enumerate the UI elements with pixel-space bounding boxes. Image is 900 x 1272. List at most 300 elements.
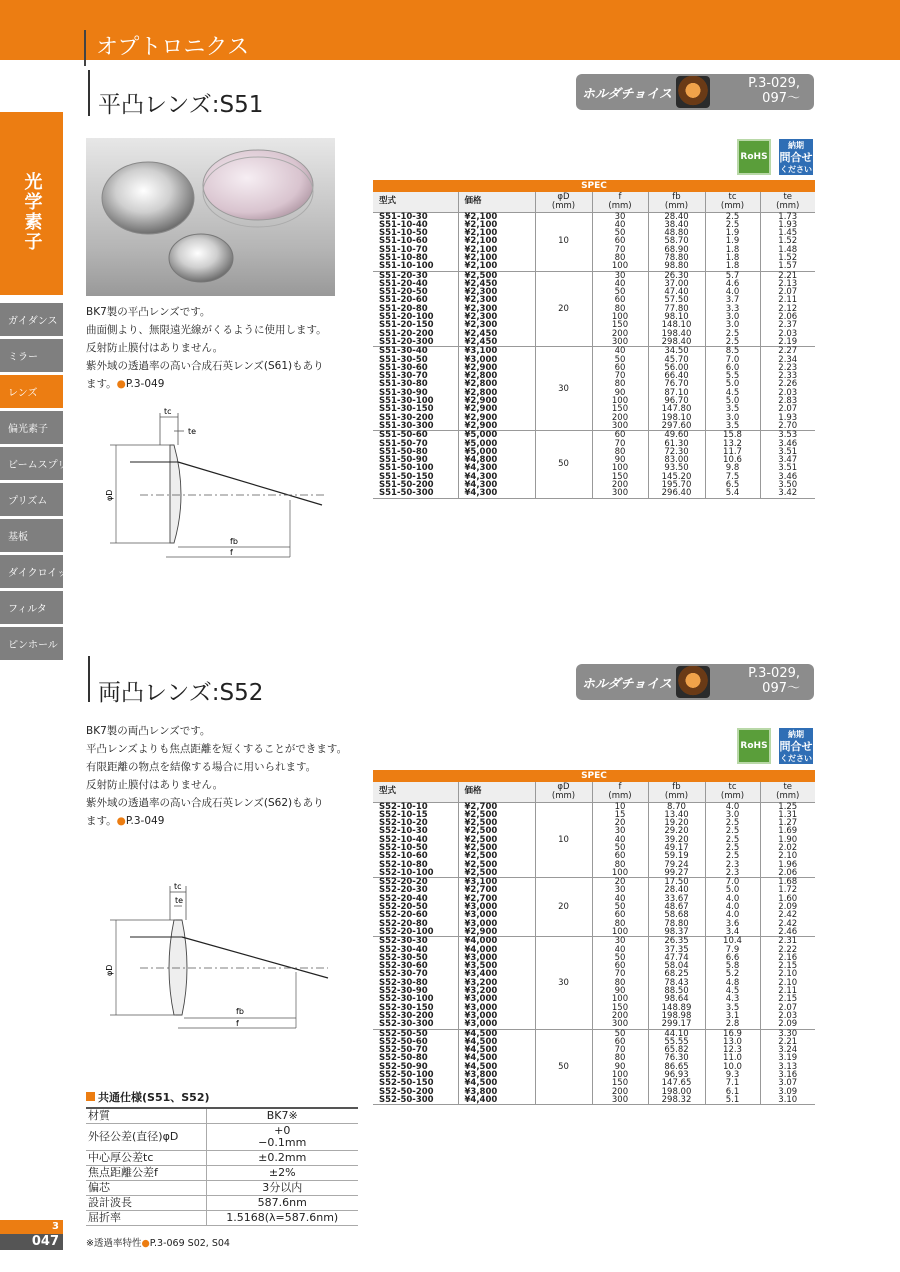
table-row bbox=[373, 405, 815, 413]
value-cell: 50 bbox=[592, 844, 648, 852]
value-cell: 40 bbox=[592, 895, 648, 903]
value-cell: 3.1 bbox=[705, 1012, 760, 1020]
value-cell: 148.10 bbox=[648, 321, 705, 329]
table-row bbox=[373, 288, 815, 296]
model-cell: S52-30-60 bbox=[379, 961, 428, 972]
col-model: 型式 bbox=[373, 782, 458, 802]
table-row bbox=[373, 911, 815, 919]
value-cell: 300 bbox=[592, 422, 648, 431]
value-cell: 1.27 bbox=[760, 819, 815, 827]
value-cell: 57.50 bbox=[648, 296, 705, 304]
diameter-cell: 10 bbox=[535, 802, 592, 878]
value-cell: 4.5 bbox=[705, 389, 760, 397]
price-cell: ¥2,500 bbox=[458, 811, 535, 819]
value-cell: 34.50 bbox=[648, 347, 705, 356]
price-cell: ¥2,100 bbox=[458, 229, 535, 237]
model-cell: S51-20-30 bbox=[379, 270, 428, 281]
table-row bbox=[373, 928, 815, 937]
value-cell: 2.12 bbox=[760, 305, 815, 313]
model-cell: S51-10-70 bbox=[379, 244, 428, 255]
sidebar-item[interactable]: 偏光素子 bbox=[0, 411, 63, 444]
value-cell: 78.80 bbox=[648, 254, 705, 262]
model-cell: S51-30-80 bbox=[379, 379, 428, 390]
diameter-cell: 30 bbox=[535, 937, 592, 1029]
model-cell: S52-30-50 bbox=[379, 952, 428, 963]
value-cell: 296.40 bbox=[648, 489, 705, 498]
table-row bbox=[373, 262, 815, 271]
table-row bbox=[373, 1063, 815, 1071]
value-cell: 3.19 bbox=[760, 1054, 815, 1062]
value-cell: 200 bbox=[592, 1012, 648, 1020]
value-cell: 148.89 bbox=[648, 1004, 705, 1012]
holder-choice-label: ホルダチョイス bbox=[582, 87, 672, 102]
table-row bbox=[373, 995, 815, 1003]
col-price: 価格 bbox=[458, 192, 535, 212]
value-cell: 3.07 bbox=[760, 1079, 815, 1087]
value-cell: 15.8 bbox=[705, 431, 760, 440]
value-cell: 50 bbox=[592, 903, 648, 911]
value-cell: 29.20 bbox=[648, 827, 705, 835]
table-row bbox=[373, 852, 815, 860]
arrow-icon: ● bbox=[116, 815, 126, 827]
price-cell: ¥2,900 bbox=[458, 364, 535, 372]
col-te bbox=[760, 782, 815, 802]
s51-desc-line: 反射防止膜付はありません。 bbox=[86, 342, 224, 354]
value-cell: 70 bbox=[592, 1046, 648, 1054]
sidebar-item[interactable]: プリズム bbox=[0, 483, 63, 516]
table-row bbox=[373, 280, 815, 288]
price-cell: ¥2,100 bbox=[458, 246, 535, 254]
col-tc bbox=[705, 192, 760, 212]
value-cell: 100 bbox=[592, 262, 648, 271]
table-row bbox=[373, 422, 815, 431]
table-row bbox=[373, 903, 815, 911]
price-cell: ¥2,100 bbox=[458, 254, 535, 262]
table-row bbox=[373, 937, 815, 946]
value-cell: 1.45 bbox=[760, 229, 815, 237]
table-row bbox=[373, 1046, 815, 1054]
value-cell: 58.68 bbox=[648, 911, 705, 919]
value-cell: 5.4 bbox=[705, 489, 760, 498]
table-row bbox=[86, 1166, 358, 1181]
model-cell: S52-50-90 bbox=[379, 1061, 428, 1072]
col-unit: (mm) bbox=[664, 790, 689, 801]
sidebar-item[interactable]: レンズ bbox=[0, 375, 63, 408]
price-cell: ¥2,500 bbox=[458, 819, 535, 827]
s51-desc-line: 紫外域の透過率の高い合成石英レンズ(S61)もあり bbox=[86, 360, 324, 372]
value-cell: 80 bbox=[592, 861, 648, 869]
value-cell: 198.40 bbox=[648, 330, 705, 338]
value-cell: 4.3 bbox=[705, 995, 760, 1003]
value-cell: 1.69 bbox=[760, 827, 815, 835]
value-cell: 1.52 bbox=[760, 254, 815, 262]
value-cell: 3.3 bbox=[705, 305, 760, 313]
model-cell: S51-30-200 bbox=[379, 412, 434, 423]
value-cell: 10.0 bbox=[705, 1063, 760, 1071]
value-cell: 2.09 bbox=[760, 1020, 815, 1029]
table-row bbox=[373, 802, 815, 811]
price-cell: ¥2,900 bbox=[458, 928, 535, 937]
value-cell: 2.11 bbox=[760, 296, 815, 304]
price-cell: ¥2,700 bbox=[458, 895, 535, 903]
value-cell: 2.10 bbox=[760, 852, 815, 860]
value-cell: 5.1 bbox=[705, 1096, 760, 1105]
value-cell: 5.7 bbox=[705, 271, 760, 280]
s51-diagram bbox=[100, 405, 330, 570]
value-cell: 93.50 bbox=[648, 464, 705, 472]
value-cell: 145.20 bbox=[648, 473, 705, 481]
price-cell: ¥3,000 bbox=[458, 903, 535, 911]
value-cell: 98.10 bbox=[648, 313, 705, 321]
model-cell: S52-50-60 bbox=[379, 1036, 428, 1047]
price-cell: ¥3,200 bbox=[458, 987, 535, 995]
model-cell: S52-30-300 bbox=[373, 1020, 458, 1029]
value-cell: 80 bbox=[592, 448, 648, 456]
price-cell: ¥4,300 bbox=[458, 464, 535, 472]
value-cell: 2.5 bbox=[705, 827, 760, 835]
col-unit: (mm) bbox=[551, 200, 576, 211]
table-row bbox=[86, 1196, 358, 1211]
value-cell: 3.53 bbox=[760, 431, 815, 440]
diagram-fb-label: fb bbox=[230, 537, 238, 546]
value-cell: 1.31 bbox=[760, 811, 815, 819]
value-cell: 38.40 bbox=[648, 221, 705, 229]
col-unit: (mm) bbox=[720, 790, 745, 801]
value-cell: 70 bbox=[592, 372, 648, 380]
table-row bbox=[373, 1029, 815, 1038]
table-row bbox=[373, 836, 815, 844]
delivery-line3: ください bbox=[780, 164, 812, 174]
value-cell: 6.6 bbox=[705, 954, 760, 962]
value-cell: 2.15 bbox=[760, 995, 815, 1003]
value-cell: 2.83 bbox=[760, 397, 815, 405]
value-cell: 195.70 bbox=[648, 481, 705, 489]
value-cell: 47.40 bbox=[648, 288, 705, 296]
value-cell: 3.24 bbox=[760, 1046, 815, 1054]
value-cell: 9.8 bbox=[705, 464, 760, 472]
value-cell: 2.5 bbox=[705, 330, 760, 338]
value-cell: 80 bbox=[592, 380, 648, 388]
sidebar-item[interactable]: ガイダンス bbox=[0, 303, 63, 336]
value-cell: 150 bbox=[592, 321, 648, 329]
model-cell: S51-20-50 bbox=[379, 287, 428, 298]
table-row bbox=[373, 1004, 815, 1012]
value-cell: 83.00 bbox=[648, 456, 705, 464]
model-cell: S52-30-40 bbox=[379, 944, 428, 955]
col-d bbox=[535, 782, 592, 802]
value-cell: 90 bbox=[592, 456, 648, 464]
value-cell: 2.02 bbox=[760, 844, 815, 852]
value-cell: 44.10 bbox=[648, 1029, 705, 1038]
spec-name-cell: 焦点距離公差f bbox=[86, 1166, 206, 1181]
value-cell: 3.09 bbox=[760, 1088, 815, 1096]
value-cell: 2.5 bbox=[705, 212, 760, 221]
diagram-f-label: f bbox=[236, 1019, 239, 1028]
delivery-line1: 納期 bbox=[788, 729, 804, 739]
value-cell: 5.8 bbox=[705, 962, 760, 970]
s51-page-ref-link[interactable]: P.3-049 bbox=[125, 378, 165, 390]
model-cell: S51-10-50 bbox=[379, 228, 428, 239]
value-cell: 80 bbox=[592, 1054, 648, 1062]
col-f bbox=[592, 782, 648, 802]
s52-page-ref-link[interactable]: P.3-049 bbox=[125, 815, 165, 827]
value-cell: 90 bbox=[592, 389, 648, 397]
value-cell: 297.60 bbox=[648, 422, 705, 431]
price-cell: ¥2,900 bbox=[458, 422, 535, 431]
holder-choice-badge[interactable] bbox=[576, 74, 814, 110]
model-cell: S52-50-150 bbox=[379, 1078, 434, 1089]
table-row bbox=[373, 1079, 815, 1087]
diagram-fb-label: fb bbox=[236, 1007, 244, 1016]
value-cell: 30 bbox=[592, 212, 648, 221]
value-cell: 198.98 bbox=[648, 1012, 705, 1020]
value-cell: 30 bbox=[592, 886, 648, 894]
value-cell: 26.30 bbox=[648, 271, 705, 280]
model-cell: S52-20-60 bbox=[379, 910, 428, 921]
value-cell: 2.21 bbox=[760, 1038, 815, 1046]
sidebar-item[interactable]: 基板 bbox=[0, 519, 63, 552]
price-cell: ¥4,500 bbox=[458, 1079, 535, 1087]
holder-ref-2: 097〜 bbox=[762, 91, 800, 106]
page-number-block bbox=[0, 1220, 63, 1250]
sidebar-item[interactable]: ダイクロイック bbox=[0, 555, 63, 588]
value-cell: 50 bbox=[592, 1029, 648, 1038]
s52-desc-line: 反射防止膜付はありません。 bbox=[86, 779, 224, 791]
value-cell: 2.03 bbox=[760, 389, 815, 397]
col-label: f bbox=[618, 781, 622, 792]
col-label: φD bbox=[557, 191, 570, 202]
common-spec-title-text: 共通仕様(S51、S52) bbox=[98, 1091, 210, 1104]
value-cell: 4.8 bbox=[705, 979, 760, 987]
model-cell: S51-20-80 bbox=[379, 303, 428, 314]
value-cell: 98.80 bbox=[648, 262, 705, 271]
value-cell: 300 bbox=[592, 338, 648, 347]
value-cell: 4.0 bbox=[705, 895, 760, 903]
model-cell: S52-10-30 bbox=[379, 826, 428, 837]
col-unit: (mm) bbox=[720, 200, 745, 211]
value-cell: 200 bbox=[592, 481, 648, 489]
spec-heading: SPEC bbox=[373, 770, 815, 782]
price-cell: ¥3,000 bbox=[458, 1012, 535, 1020]
value-cell: 2.03 bbox=[760, 330, 815, 338]
value-cell: 80 bbox=[592, 254, 648, 262]
s52-diagram bbox=[100, 880, 335, 1040]
value-cell: 3.5 bbox=[705, 1004, 760, 1012]
col-model: 型式 bbox=[373, 192, 458, 212]
value-cell: 65.82 bbox=[648, 1046, 705, 1054]
value-cell: 8.5 bbox=[705, 347, 760, 356]
square-bullet-icon bbox=[86, 1092, 95, 1101]
value-cell: 2.15 bbox=[760, 962, 815, 970]
table-row bbox=[373, 321, 815, 329]
value-cell: 58.70 bbox=[648, 237, 705, 245]
col-label: tc bbox=[728, 191, 737, 202]
lens-photo bbox=[86, 138, 335, 296]
table-row bbox=[373, 970, 815, 978]
col-label: fb bbox=[672, 191, 681, 202]
price-cell: ¥2,700 bbox=[458, 802, 535, 811]
model-cell: S51-50-200 bbox=[379, 480, 434, 490]
model-cell: S52-50-80 bbox=[379, 1053, 428, 1064]
model-cell: S51-50-70 bbox=[379, 438, 428, 449]
model-cell: S51-50-100 bbox=[379, 463, 434, 474]
value-cell: 3.0 bbox=[705, 811, 760, 819]
model-cell: S52-20-40 bbox=[379, 893, 428, 904]
s52-title: 両凸レンズ:S52 bbox=[98, 680, 264, 706]
value-cell: 45.70 bbox=[648, 356, 705, 364]
value-cell: 150 bbox=[592, 1079, 648, 1087]
value-cell: 60 bbox=[592, 911, 648, 919]
delivery-line2: 問合せ bbox=[779, 739, 813, 753]
top-header-bar bbox=[0, 0, 900, 60]
value-cell: 2.07 bbox=[760, 405, 815, 413]
value-cell: 2.06 bbox=[760, 313, 815, 321]
col-unit: (mm) bbox=[664, 200, 689, 211]
table-row bbox=[373, 987, 815, 995]
sidebar-item[interactable]: ピンホール bbox=[0, 627, 63, 660]
model-cell: S52-30-80 bbox=[379, 977, 428, 988]
price-cell: ¥2,450 bbox=[458, 338, 535, 347]
table-row bbox=[86, 1181, 358, 1196]
value-cell: 4.0 bbox=[705, 903, 760, 911]
price-cell: ¥2,500 bbox=[458, 827, 535, 835]
s52-desc-line: ます。 bbox=[86, 815, 117, 827]
diagram-tc-label: tc bbox=[164, 407, 172, 416]
value-cell: 78.80 bbox=[648, 920, 705, 928]
value-cell: 40 bbox=[592, 946, 648, 954]
model-cell: S52-20-20 bbox=[379, 877, 428, 888]
model-cell: S51-30-300 bbox=[373, 422, 458, 431]
value-cell: 2.34 bbox=[760, 356, 815, 364]
value-cell: 198.10 bbox=[648, 414, 705, 422]
value-cell: 2.13 bbox=[760, 280, 815, 288]
value-cell: 98.64 bbox=[648, 995, 705, 1003]
value-cell: 3.47 bbox=[760, 456, 815, 464]
value-cell: 19.20 bbox=[648, 819, 705, 827]
table-row bbox=[373, 481, 815, 489]
value-cell: 3.7 bbox=[705, 296, 760, 304]
section-bar bbox=[88, 70, 90, 116]
value-cell: 6.1 bbox=[705, 1088, 760, 1096]
model-cell: S52-30-30 bbox=[379, 936, 428, 947]
category-title: オプトロニクス bbox=[96, 35, 250, 60]
model-cell: S52-50-200 bbox=[379, 1086, 434, 1097]
model-cell: S51-20-60 bbox=[379, 295, 428, 306]
table-row bbox=[373, 364, 815, 372]
table-row bbox=[373, 954, 815, 962]
value-cell: 198.00 bbox=[648, 1088, 705, 1096]
col-label: f bbox=[618, 191, 622, 202]
table-row bbox=[373, 440, 815, 448]
value-cell: 60 bbox=[592, 1038, 648, 1046]
col-unit: (mm) bbox=[608, 790, 632, 801]
table-row bbox=[373, 489, 815, 498]
col-price: 価格 bbox=[458, 782, 535, 802]
model-cell: S52-50-300 bbox=[373, 1096, 458, 1105]
table-row bbox=[86, 1108, 358, 1124]
value-cell: 2.07 bbox=[760, 288, 815, 296]
value-cell: 100 bbox=[592, 313, 648, 321]
table-row bbox=[373, 389, 815, 397]
table-row bbox=[373, 456, 815, 464]
value-cell: 2.26 bbox=[760, 380, 815, 388]
model-cell: S52-30-70 bbox=[379, 969, 428, 980]
table-row bbox=[86, 1211, 358, 1226]
price-cell: ¥2,100 bbox=[458, 237, 535, 245]
price-cell: ¥2,100 bbox=[458, 262, 535, 271]
value-cell: 48.80 bbox=[648, 229, 705, 237]
col-label: te bbox=[783, 191, 793, 202]
price-cell: ¥2,800 bbox=[458, 372, 535, 380]
value-cell: 3.5 bbox=[705, 422, 760, 431]
table-row bbox=[373, 819, 815, 827]
spec-value-cell: ±2% bbox=[206, 1166, 358, 1181]
diagram-te-label: te bbox=[188, 427, 197, 436]
value-cell: 5.5 bbox=[705, 372, 760, 380]
value-cell: 2.11 bbox=[760, 987, 815, 995]
col-f bbox=[592, 192, 648, 212]
value-cell: 2.3 bbox=[705, 861, 760, 869]
value-cell: 33.67 bbox=[648, 895, 705, 903]
value-cell: 2.5 bbox=[705, 819, 760, 827]
value-cell: 1.48 bbox=[760, 246, 815, 254]
value-cell: 30 bbox=[592, 827, 648, 835]
value-cell: 5.0 bbox=[705, 380, 760, 388]
price-cell: ¥2,700 bbox=[458, 886, 535, 894]
diameter-cell: 20 bbox=[535, 878, 592, 937]
table-row bbox=[373, 1071, 815, 1079]
diagram-phid-label: φD bbox=[105, 489, 114, 501]
col-label: φD bbox=[557, 781, 570, 792]
price-cell: ¥2,300 bbox=[458, 313, 535, 321]
s51-title: 平凸レンズ:S51 bbox=[98, 92, 264, 118]
table-row bbox=[373, 448, 815, 456]
sidebar-item[interactable]: ビームスプリッタ bbox=[0, 447, 63, 480]
value-cell: 39.20 bbox=[648, 836, 705, 844]
value-cell: 2.10 bbox=[760, 970, 815, 978]
s52-desc-line: BK7製の両凸レンズです。 bbox=[86, 725, 211, 737]
price-cell: ¥2,900 bbox=[458, 405, 535, 413]
value-cell: 50 bbox=[592, 288, 648, 296]
sidebar-item[interactable]: フィルタ bbox=[0, 591, 63, 624]
value-cell: 96.70 bbox=[648, 397, 705, 405]
value-cell: 59.19 bbox=[648, 852, 705, 860]
table-row bbox=[373, 861, 815, 869]
value-cell: 1.90 bbox=[760, 836, 815, 844]
value-cell: 147.65 bbox=[648, 1079, 705, 1087]
footnote-ref-link[interactable]: P.3-069 bbox=[149, 1238, 185, 1249]
common-spec-title bbox=[86, 1089, 210, 1105]
value-cell: 88.50 bbox=[648, 987, 705, 995]
table-row bbox=[373, 1020, 815, 1029]
model-cell: S51-30-50 bbox=[379, 354, 428, 365]
s51-desc-line: ます。 bbox=[86, 378, 117, 390]
model-cell: S52-20-30 bbox=[379, 885, 428, 896]
value-cell: 100 bbox=[592, 1071, 648, 1079]
value-cell: 79.24 bbox=[648, 861, 705, 869]
value-cell: 3.30 bbox=[760, 1029, 815, 1038]
sidebar-item[interactable]: ミラー bbox=[0, 339, 63, 372]
holder-choice-badge[interactable] bbox=[576, 664, 814, 700]
value-cell: 58.04 bbox=[648, 962, 705, 970]
value-cell: 50 bbox=[592, 229, 648, 237]
value-cell: 2.09 bbox=[760, 903, 815, 911]
col-label: tc bbox=[728, 781, 737, 792]
table-row bbox=[373, 380, 815, 388]
value-cell: 8.70 bbox=[648, 802, 705, 811]
price-cell: ¥3,800 bbox=[458, 1071, 535, 1079]
value-cell: 98.37 bbox=[648, 928, 705, 937]
